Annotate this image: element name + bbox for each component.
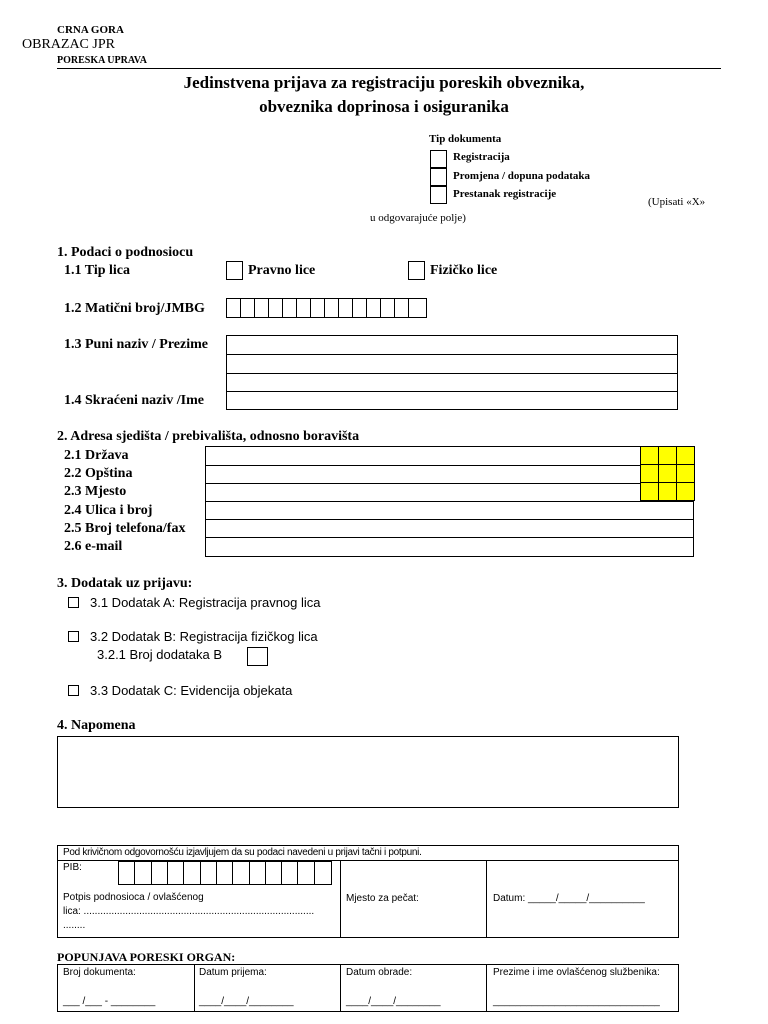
annex-b-label: 3.2 Dodatak B: Registracija fizičkog lica: [90, 629, 318, 644]
place-label: 2.3 Mjesto: [64, 484, 127, 500]
signature-label-line3: ........: [63, 920, 86, 931]
pib-label: PIB:: [63, 862, 82, 873]
street-label: 2.4 Ulica i broj: [64, 502, 153, 518]
signature-label-line2[interactable]: lica: ...................................................................................: [63, 906, 315, 917]
section4-title: 4. Napomena: [57, 718, 136, 733]
doc-type-hint-bottom: u odgovarajuće polje): [370, 212, 466, 224]
municipality-input[interactable]: [206, 465, 639, 482]
municipality-label: 2.2 Opština: [64, 466, 133, 482]
id-number-field[interactable]: [226, 298, 427, 318]
place-input[interactable]: [206, 483, 639, 500]
legal-entity-label: Pravno lice: [248, 263, 316, 278]
annex-b-checkbox[interactable]: [68, 631, 79, 642]
doc-type-option-termination: Prestanak registracije: [453, 188, 557, 200]
email-input[interactable]: [206, 537, 693, 556]
date-field[interactable]: Datum: _____/_____/__________: [493, 893, 645, 904]
doc-type-change-checkbox[interactable]: [430, 168, 447, 186]
phone-label: 2.5 Broj telefona/fax: [64, 520, 186, 536]
annex-c-checkbox[interactable]: [68, 685, 79, 696]
officer-name-value[interactable]: ______________________________: [493, 996, 660, 1007]
doc-type-label: Tip dokumenta: [429, 133, 502, 145]
code-cells[interactable]: [640, 446, 695, 501]
annex-c-label: 3.3 Dodatak C: Evidencija objekata: [90, 683, 293, 698]
section1-title: 1. Podaci o podnosiocu: [57, 245, 194, 260]
id-number-label: 1.2 Matični broj/JMBG: [64, 301, 205, 316]
official-title: POPUNJAVA PORESKI ORGAN:: [57, 950, 236, 964]
pib-input[interactable]: [118, 861, 332, 885]
doc-type-registration-checkbox[interactable]: [430, 150, 447, 168]
section2-title: 2. Adresa sjedišta / prebivališta, odnosno boravišta: [57, 429, 360, 444]
annex-b-count-label: 3.2.1 Broj dodataka B: [97, 647, 223, 662]
processing-date-value[interactable]: ____/____/________: [346, 996, 441, 1007]
receipt-date-header: Datum prijema:: [199, 967, 267, 978]
doc-type-option-registration: Registracija: [453, 151, 510, 163]
short-name-label: 1.4 Skraćeni naziv /Ime: [64, 393, 204, 408]
processing-date-header: Datum obrade:: [346, 967, 413, 978]
short-name-input[interactable]: [227, 391, 677, 409]
natural-person-checkbox[interactable]: [408, 261, 425, 280]
street-input[interactable]: [206, 501, 693, 518]
annex-a-checkbox[interactable]: [68, 597, 79, 608]
doc-type-hint-right: (Upisati «X»: [648, 196, 706, 208]
doc-number-value[interactable]: ___ /___ - ________: [63, 996, 156, 1007]
full-name-input[interactable]: [227, 336, 677, 354]
note-textarea[interactable]: [57, 736, 679, 808]
signature-label-line1: Potpis podnosioca / ovlašćenog: [63, 892, 204, 903]
doc-type-option-change: Promjena / dopuna podataka: [453, 170, 591, 182]
form-code: OBRAZAC JPR: [22, 37, 115, 52]
country-name: CRNA GORA: [57, 24, 124, 36]
form-title-line1: Jedinstvena prijava za registraciju poreskih obveznika,: [183, 73, 585, 92]
email-label: 2.6 e-mail: [64, 539, 123, 555]
full-name-label: 1.3 Puni naziv / Prezime: [64, 337, 208, 352]
doc-type-termination-checkbox[interactable]: [430, 186, 447, 204]
legal-entity-checkbox[interactable]: [226, 261, 243, 280]
person-type-label: 1.1 Tip lica: [64, 263, 131, 278]
phone-input[interactable]: [206, 519, 693, 536]
form-title-line2: obveznika doprinosa i osiguranika: [259, 97, 509, 116]
country-input[interactable]: [206, 447, 639, 464]
header-divider: [57, 68, 721, 69]
tax-authority: PORESKA UPRAVA: [57, 55, 147, 66]
receipt-date-value[interactable]: ____/____/________: [199, 996, 294, 1007]
doc-number-header: Broj dokumenta:: [63, 967, 136, 978]
country-label: 2.1 Država: [64, 448, 129, 463]
declaration-statement: Pod krivičnom odgovornošću izjavljujem da su podaci navedeni u prijavi tačni i potpuni.: [63, 847, 422, 858]
officer-name-header: Prezime i ime ovlašćenog službenika:: [493, 967, 660, 978]
address-labels: [64, 447, 185, 556]
annex-a-label: 3.1 Dodatak A: Registracija pravnog lica: [90, 595, 321, 610]
natural-person-label: Fizičko lice: [430, 263, 498, 278]
section3-title: 3. Dodatak uz prijavu:: [57, 576, 193, 591]
annex-b-count-input[interactable]: [247, 647, 268, 666]
stamp-label: Mjesto za pečat:: [346, 893, 419, 904]
